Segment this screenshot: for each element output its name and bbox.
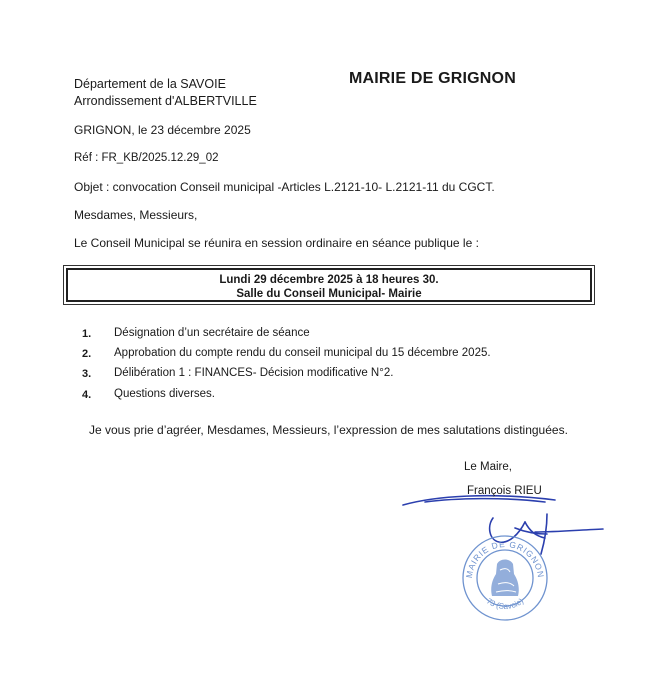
signer-title: Le Maire, (464, 461, 512, 473)
intro-text: Le Conseil Municipal se réunira en session ordinaire en séance publique le : (74, 236, 479, 250)
reference: Réf : FR_KB/2025.12.29_02 (74, 152, 219, 164)
sender-block (74, 76, 257, 110)
meeting-box-inner (66, 268, 592, 302)
agenda-item-number: 2. (82, 348, 92, 360)
meeting-place: Salle du Conseil Municipal- Mairie (236, 288, 422, 300)
arrondissement-line: Arrondissement d'ALBERTVILLE (74, 94, 257, 108)
agenda-item-text: Questions diverses. (114, 388, 215, 400)
closing-formula: Je vous prie d’agréer, Mesdames, Messieurs, l’expression de mes salutations distinguées. (89, 423, 568, 437)
meeting-date: Lundi 29 décembre 2025 à 18 heures 30. (219, 274, 439, 286)
signer-name: François RIEU (467, 485, 542, 497)
place-date: GRIGNON, le 23 décembre 2025 (74, 123, 251, 137)
svg-text:73 (Savoie): 73 (Savoie) (484, 596, 526, 611)
agenda-item-number: 4. (82, 389, 92, 401)
salutation: Mesdames, Messieurs, (74, 208, 198, 222)
agenda-item-text: Approbation du compte rendu du conseil municipal du 15 décembre 2025. (114, 347, 491, 359)
agenda-item-text: Délibération 1 : FINANCES- Décision modificative N°2. (114, 367, 394, 379)
department-line: Département de la SAVOIE (74, 77, 226, 91)
object-line: Objet : convocation Conseil municipal -Articles L.2121-10- L.2121-11 du CGCT. (74, 180, 495, 194)
mairie-stamp (460, 530, 550, 628)
svg-text:MAIRIE DE GRIGNON: MAIRIE DE GRIGNON (463, 538, 547, 579)
agenda-item-text: Désignation d’un secrétaire de séance (114, 327, 310, 339)
agenda-item-number: 3. (82, 368, 92, 380)
meeting-box (63, 265, 595, 305)
agenda-item-number: 1. (82, 328, 92, 340)
mairie-title: MAIRIE DE GRIGNON (349, 70, 516, 87)
